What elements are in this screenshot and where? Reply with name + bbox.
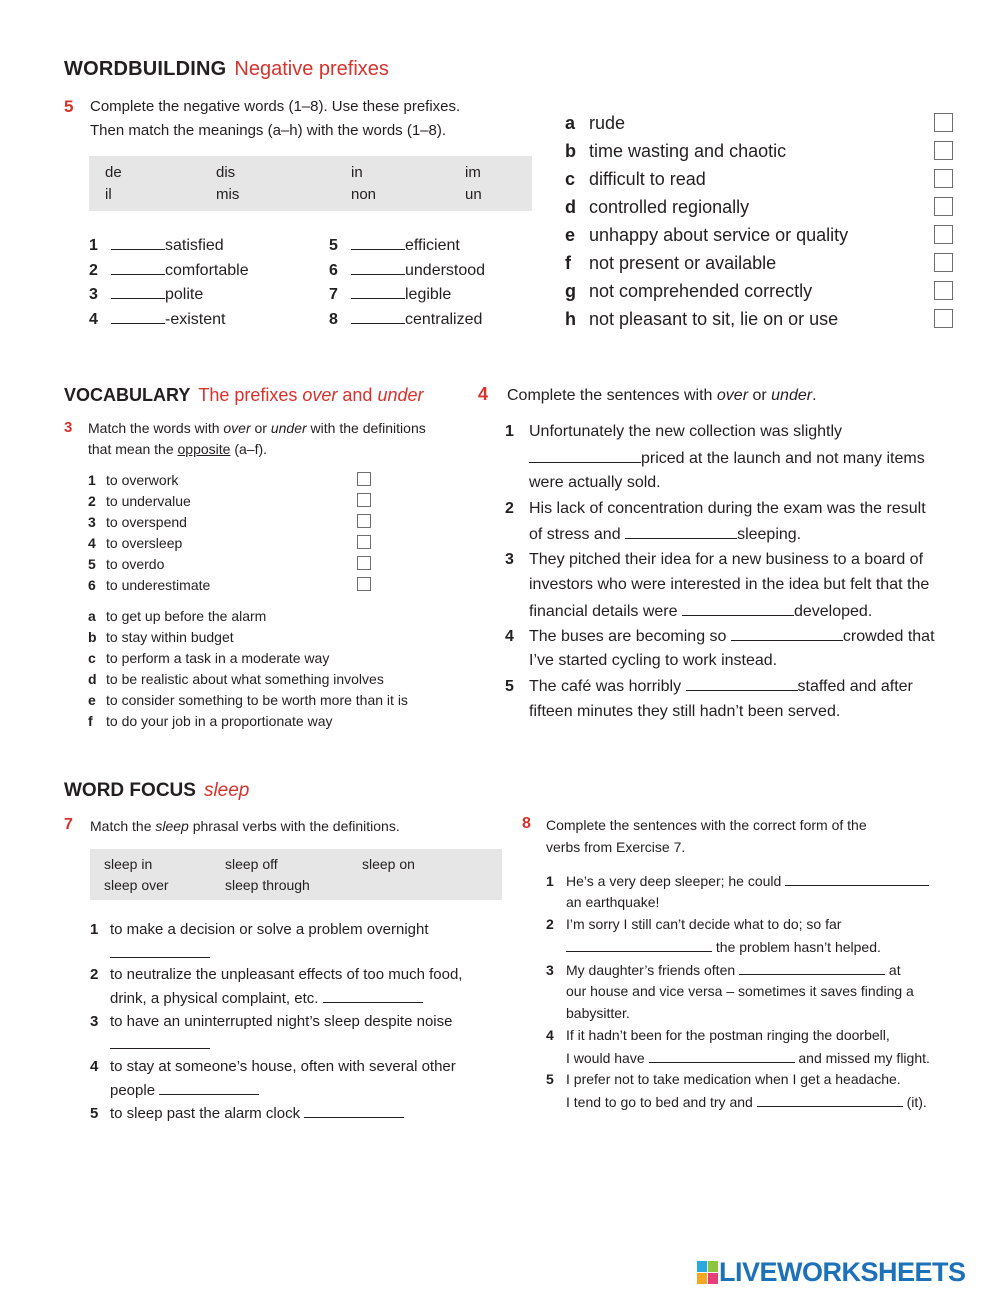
meaning-item: a rude: [565, 113, 626, 133]
answer-blank[interactable]: [351, 285, 405, 299]
vocab-item: 4 to oversleep: [88, 535, 183, 551]
sentence-4: 4 The buses are becoming so crowded that: [505, 628, 935, 645]
definition-line: drink, a physical complaint, etc.: [110, 989, 423, 1007]
prefix-box: [89, 156, 532, 211]
logo-icon: [697, 1261, 719, 1285]
word-item: 2 comfortable: [89, 262, 249, 279]
sentence-line: fifteen minutes they still hadn’t been served.: [529, 703, 841, 720]
vocab-item: 5 to overdo: [88, 556, 165, 572]
answer-blank[interactable]: [351, 236, 405, 250]
meaning-item: g not comprehended correctly: [565, 281, 813, 301]
prefix: dis: [216, 164, 236, 181]
exercise-8-number: 8: [522, 815, 531, 832]
answer-checkbox[interactable]: [357, 514, 371, 528]
word-item: 4 -existent: [89, 311, 226, 328]
answer-blank[interactable]: [529, 449, 641, 463]
meaning-item: e unhappy about service or quality: [565, 225, 849, 245]
answer-blank[interactable]: [757, 1093, 903, 1107]
instruction-line: Match the sleep phrasal verbs with the definitions.: [90, 818, 400, 834]
word-item: 3 polite: [89, 286, 204, 303]
prefix: im: [465, 164, 481, 181]
answer-blank[interactable]: [625, 525, 737, 539]
word-item: 1 satisfied: [89, 237, 224, 254]
answer-blank[interactable]: [682, 602, 794, 616]
answer-checkbox[interactable]: [934, 197, 953, 216]
meaning-item: f not present or available: [565, 253, 777, 273]
definition-2: 2 to neutralize the unpleasant effects of too much food,: [90, 966, 463, 983]
answer-checkbox[interactable]: [934, 113, 953, 132]
answer-blank[interactable]: [566, 938, 712, 952]
definition-4: 4 to stay at someone’s house, often with several other: [90, 1058, 456, 1075]
section-title: WORDBUILDING: [64, 58, 227, 80]
vocab-item: 1 to overwork: [88, 472, 179, 488]
section-title: VOCABULARY: [64, 385, 191, 405]
section-subtitle: sleep: [203, 780, 250, 801]
wordbuilding-heading: [64, 58, 389, 81]
prefix: il: [105, 186, 112, 203]
prefix: de: [105, 164, 122, 181]
sentence-3: 3 My daughter’s friends often at: [546, 962, 901, 978]
definition-item: b to stay within budget: [88, 629, 234, 645]
sentence-line: babysitter.: [566, 1005, 630, 1021]
exercise-7-number: 7: [64, 816, 73, 833]
answer-blank[interactable]: [686, 677, 798, 691]
prefix: mis: [216, 186, 240, 203]
logo-text: LIVEWORKSHEETS: [719, 1257, 966, 1287]
answer-checkbox[interactable]: [357, 577, 371, 591]
sentence-line: financial details were developed.: [529, 603, 873, 620]
vocabulary-heading: [64, 385, 424, 406]
sentence-5: 5 The café was horribly staffed and after: [505, 678, 913, 695]
answer-blank[interactable]: [111, 310, 165, 324]
definition-item: c to perform a task in a moderate way: [88, 650, 330, 666]
answer-checkbox[interactable]: [357, 535, 371, 549]
word-item: 6 understood: [329, 262, 486, 279]
sentence-2: 2 His lack of concentration during the exam was the result: [505, 500, 926, 517]
answer-blank[interactable]: [111, 236, 165, 250]
phrasal-verb: sleep over: [104, 877, 169, 893]
verbs-box: [90, 849, 502, 900]
section-subtitle: The prefixes over and under: [198, 385, 424, 405]
answer-checkbox[interactable]: [934, 281, 953, 300]
answer-blank[interactable]: [323, 989, 423, 1003]
sentence-2: 2 I’m sorry I still can’t decide what to do; so far: [546, 916, 842, 932]
definition-item: e to consider something to be worth more than it is: [88, 692, 408, 708]
sentence-line: were actually sold.: [529, 474, 661, 491]
answer-blank[interactable]: [649, 1049, 795, 1063]
vocab-item: 2 to undervalue: [88, 493, 191, 509]
definition-item: a to get up before the alarm: [88, 608, 267, 624]
definition-1: 1 to make a decision or solve a problem overnight: [90, 921, 429, 938]
answer-checkbox[interactable]: [934, 225, 953, 244]
sentence-line: I’ve started cycling to work instead.: [529, 652, 778, 669]
instruction-line: Complete the negative words (1–8). Use these prefixes.: [90, 98, 461, 115]
sentence-line: of stress and sleeping.: [529, 526, 802, 543]
exercise-number: 5: [64, 97, 74, 116]
prefix: non: [351, 186, 377, 203]
phrasal-verb: sleep on: [362, 856, 415, 872]
instruction-line: Then match the meanings (a–h) with the words (1–8).: [90, 122, 447, 139]
answer-checkbox[interactable]: [934, 309, 953, 328]
answer-blank[interactable]: [739, 961, 885, 975]
definition-line: people: [110, 1081, 259, 1099]
answer-blank[interactable]: [111, 261, 165, 275]
answer-checkbox[interactable]: [934, 169, 953, 188]
prefix: in: [351, 164, 363, 181]
section-subtitle: Negative prefixes: [234, 58, 389, 80]
answer-checkbox[interactable]: [934, 253, 953, 272]
instruction-line: Complete the sentences with the correct form of the: [546, 817, 867, 833]
answer-blank[interactable]: [159, 1081, 259, 1095]
word-item: 8 centralized: [329, 311, 483, 328]
answer-blank[interactable]: [111, 285, 165, 299]
sentence-line: I tend to go to bed and try and (it).: [566, 1094, 927, 1110]
answer-blank[interactable]: [351, 310, 405, 324]
phrasal-verb: sleep in: [104, 856, 153, 872]
definition-item: f to do your job in a proportionate way: [88, 713, 333, 729]
definition-3: 3 to have an uninterrupted night’s sleep despite noise: [90, 1013, 453, 1030]
exercise-3-number: 3: [64, 419, 73, 436]
section-title: WORD FOCUS: [64, 780, 196, 801]
answer-blank[interactable]: [731, 627, 843, 641]
answer-checkbox[interactable]: [357, 493, 371, 507]
answer-checkbox[interactable]: [357, 472, 371, 486]
sentence-line: the problem hasn’t helped.: [566, 938, 881, 955]
instruction-line: that mean the opposite (a–f).: [88, 441, 268, 457]
answer-blank[interactable]: [304, 1104, 404, 1118]
sentence-1: 1 Unfortunately the new collection was slightly: [505, 423, 843, 440]
definition-5: 5 to sleep past the alarm clock: [90, 1104, 404, 1122]
instruction-line: verbs from Exercise 7.: [546, 839, 686, 855]
sentence-3: 3 They pitched their idea for a new business to a board of: [505, 551, 924, 568]
word-item: 7 legible: [329, 286, 452, 303]
answer-checkbox[interactable]: [934, 141, 953, 160]
wordfocus-heading: [64, 780, 249, 802]
prefix: un: [465, 186, 482, 203]
sentence-line: investors who were interested in the idea but felt that the: [529, 576, 930, 593]
exercise-5-instructions: [64, 95, 73, 120]
answer-blank[interactable]: [351, 261, 405, 275]
sentence-line: priced at the launch and not many items: [529, 449, 925, 468]
phrasal-verb: sleep through: [225, 877, 310, 893]
vocab-item: 3 to overspend: [88, 514, 187, 530]
meaning-item: b time wasting and chaotic: [565, 141, 787, 161]
meaning-item: h not pleasant to sit, lie on or use: [565, 309, 839, 329]
exercise-4-instructions: 4 Complete the sentences with over or under.: [478, 384, 817, 404]
sentence-5: 5 I prefer not to take medication when I get a headache.: [546, 1071, 901, 1087]
meaning-item: d controlled regionally: [565, 197, 750, 217]
sentence-1: 1 He’s a very deep sleeper; he could: [546, 872, 929, 889]
vocab-item: 6 to underestimate: [88, 577, 211, 593]
liveworksheets-logo[interactable]: [697, 1257, 966, 1288]
instruction-line: Match the words with over or under with the definitions: [88, 420, 426, 436]
sentence-line: our house and vice versa – sometimes it saves finding a: [566, 983, 914, 999]
answer-blank[interactable]: [110, 1035, 210, 1049]
answer-blank[interactable]: [785, 872, 929, 886]
meaning-item: c difficult to read: [565, 169, 706, 189]
answer-checkbox[interactable]: [357, 556, 371, 570]
definition-item: d to be realistic about what something involves: [88, 671, 384, 687]
sentence-line: I would have and missed my flight.: [566, 1050, 930, 1066]
answer-blank[interactable]: [110, 944, 210, 958]
sentence-line: an earthquake!: [566, 894, 660, 910]
sentence-4: 4 If it hadn’t been for the postman ringing the doorbell,: [546, 1027, 890, 1043]
phrasal-verb: sleep off: [225, 856, 278, 872]
word-item: 5 efficient: [329, 237, 460, 254]
